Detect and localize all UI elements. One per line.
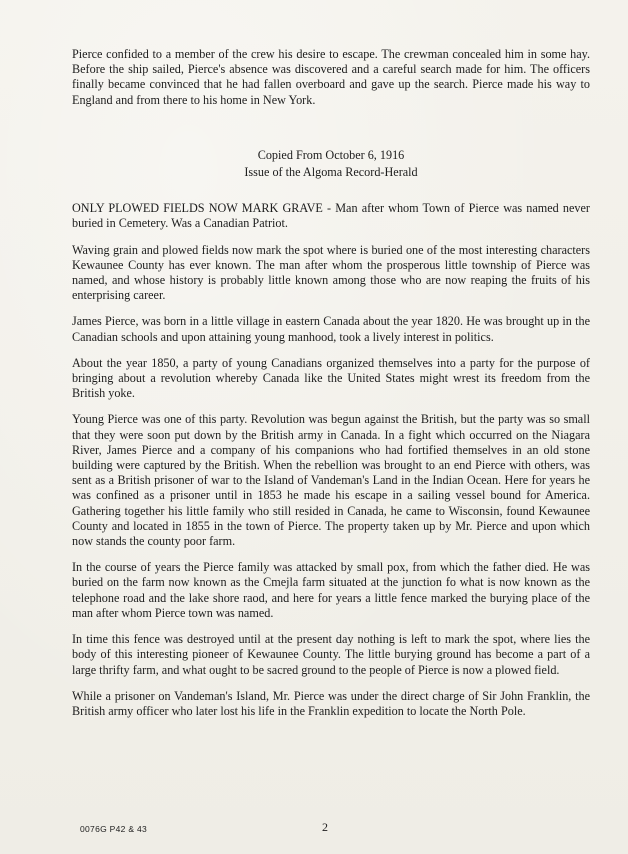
- body-paragraph: In time this fence was destroyed until at the present day nothing is left to mark the spot, where lies the body of this interesting pioneer of Kewaunee County. The little burying ground has become a part of a large thrifty farm, and what ought to be sacred ground to the people of Pierce is now a plowed field.: [72, 632, 590, 677]
- body-paragraph: Young Pierce was one of this party. Revolution was begun against the British, but the party was so small that they were soon put down by the British army in Canada. In a fight which occurred on the Niagara River, James Pierce and a company of his companions who had fortified themselves in an old stone building were captured by the British. When the rebellion was brought to an end Pierce with others, was sent as a British prisoner of war to the Island of Vandeman's Land in the Indian Ocean. Here for years he was confined as a prisoner until in 1853 he made his escape in a sailing vessel bound for America. Gathering together his little family who still resided in Canada, he came to Wisconsin, found Kewaunee County and located in 1855 in the town of Pierce. The property taken up by Mr. Pierce and upon which now stands the county poor farm.: [72, 412, 590, 549]
- headline-paragraph: ONLY PLOWED FIELDS NOW MARK GRAVE - Man after whom Town of Pierce was named never buried in Cemetery. Was a Canadian Patriot.: [72, 201, 590, 231]
- document-body: [72, 47, 590, 730]
- issue-line: Issue of the Algoma Record-Herald: [244, 165, 418, 180]
- copied-from-line: Copied From October 6, 1916: [257, 147, 405, 162]
- body-paragraph: About the year 1850, a party of young Canadians organized themselves into a party for the purpose of bringing about a revolution whereby Canada like the United States might wrest its freedom from the British yoke.: [72, 355, 590, 401]
- page-number: 2: [322, 820, 328, 834]
- body-paragraph: James Pierce, was born in a little village in eastern Canada about the year 1820. He was brought up in the Canadian schools and upon attaining young manhood, took a lively interest in politics.: [72, 314, 590, 344]
- body-paragraph: In the course of years the Pierce family was attacked by small pox, from which the father died. He was buried on the farm now known as the Cmejla farm situated at the junction fo what is now known as the telephone road and the lake shore raod, and here for years a little fence marked the burying place of the man after whom Pierce town was named.: [72, 560, 590, 620]
- footer-code: 0076G P42 & 43: [80, 824, 148, 834]
- intro-paragraph: Pierce confided to a member of the crew his desire to escape. The crewman concealed him in some hay. Before the ship sailed, Pierce's absence was discovered and a careful search made for him. The officers finally became convinced that he had fallen overboard and gave up the search. Pierce made his way to England and from there to his home in New York.: [72, 47, 590, 107]
- body-paragraph: While a prisoner on Vandeman's Island, Mr. Pierce was under the direct charge of Sir John Franklin, the British army officer who later lost his life in the Franklin expedition to locate the North Pole.: [72, 688, 590, 718]
- body-paragraph: Waving grain and plowed fields now mark the spot where is buried one of the most interesting characters Kewaunee County has ever known. The man after whom the prosperous little township of Pierce was named, and whose history is probably little known among those who are now reaping the fruits of his enterprising career.: [72, 242, 590, 303]
